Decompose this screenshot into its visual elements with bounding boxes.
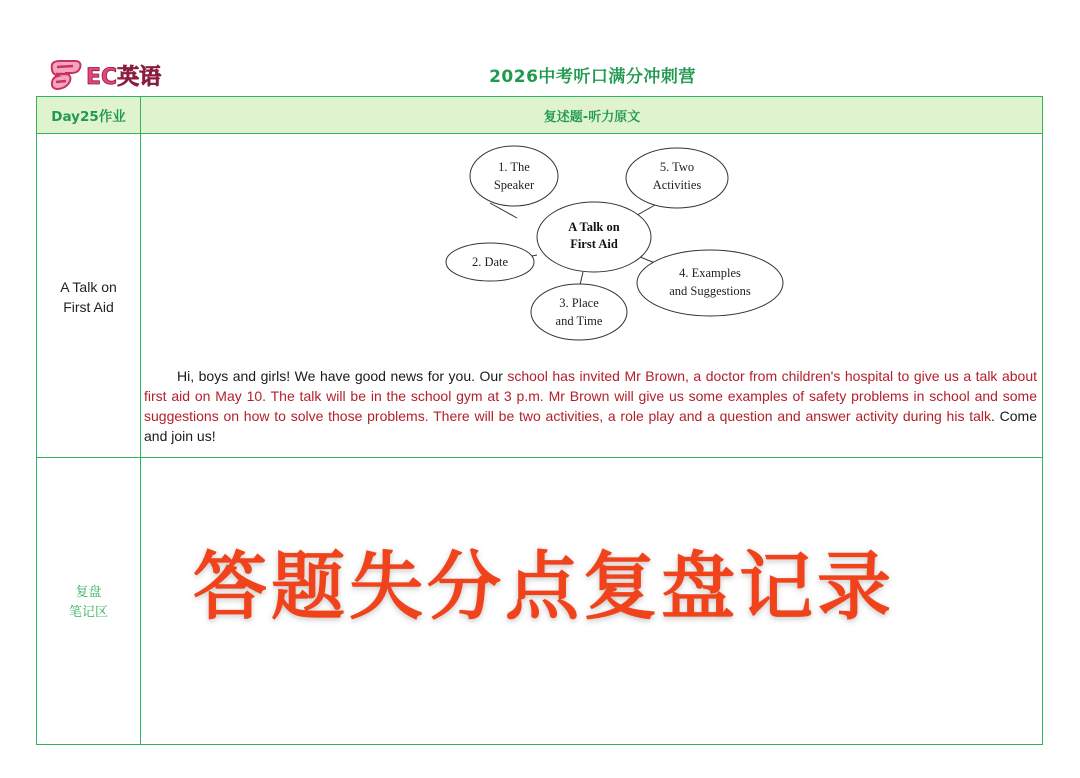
homework-table bbox=[36, 96, 1043, 745]
node-examples-line2: and Suggestions bbox=[669, 284, 751, 298]
node-center-line1: A Talk on bbox=[568, 220, 620, 234]
topic-label-line2: First Aid bbox=[63, 299, 114, 315]
header-divider bbox=[37, 133, 1042, 134]
node-place bbox=[531, 284, 627, 340]
row-divider bbox=[37, 457, 1042, 458]
node-date-line1: 2. Date bbox=[471, 255, 509, 269]
listening-transcript bbox=[144, 366, 1037, 446]
mind-map bbox=[407, 143, 787, 357]
node-place-line1: 3. Place bbox=[559, 296, 599, 310]
header-day-label: Day25作业 bbox=[51, 109, 126, 125]
node-place-line2: and Time bbox=[555, 314, 603, 328]
transcript-intro: Hi, boys and girls! We have good news for you. Our bbox=[177, 368, 508, 384]
node-speaker-line2: Speaker bbox=[493, 178, 535, 192]
node-speaker bbox=[470, 146, 558, 206]
notes-label bbox=[37, 583, 140, 623]
page-title: 2026中考听口满分冲刺营 bbox=[489, 67, 696, 87]
node-examples bbox=[637, 250, 783, 316]
header-section-title: 复述题-听力原文 bbox=[543, 109, 641, 125]
logo-text: EC英语 bbox=[86, 65, 162, 90]
transcript-key-info: school has invited Mr Brown, a doctor from children's hospital to give us a talk about first aid on May 10. The talk will be in the school gym at 3 p.m. Mr Brown will give us some examples of safety problems in school and some suggestions on how to solve those problems. There will be two activities, a role play and a question and answer activity during his talk bbox=[144, 368, 1037, 424]
node-activities-line2: Activities bbox=[652, 178, 702, 192]
topic-label-line1: A Talk on bbox=[60, 279, 117, 295]
node-examples-line1: 4. Examples bbox=[679, 266, 741, 280]
connector-place bbox=[580, 272, 583, 285]
notes-label-line2: 笔记区 bbox=[68, 605, 108, 620]
node-speaker-line1: 1. The bbox=[498, 160, 530, 174]
transcript-outro: . Come and join us! bbox=[144, 408, 1037, 444]
notes-label-line1: 复盘 bbox=[75, 585, 102, 600]
review-stamp: 答题失分点复盘记录 bbox=[193, 544, 895, 630]
node-center-line2: First Aid bbox=[570, 237, 618, 251]
topic-label bbox=[37, 277, 140, 317]
column-divider bbox=[140, 97, 141, 744]
node-activities-line1: 5. Two bbox=[659, 160, 695, 174]
